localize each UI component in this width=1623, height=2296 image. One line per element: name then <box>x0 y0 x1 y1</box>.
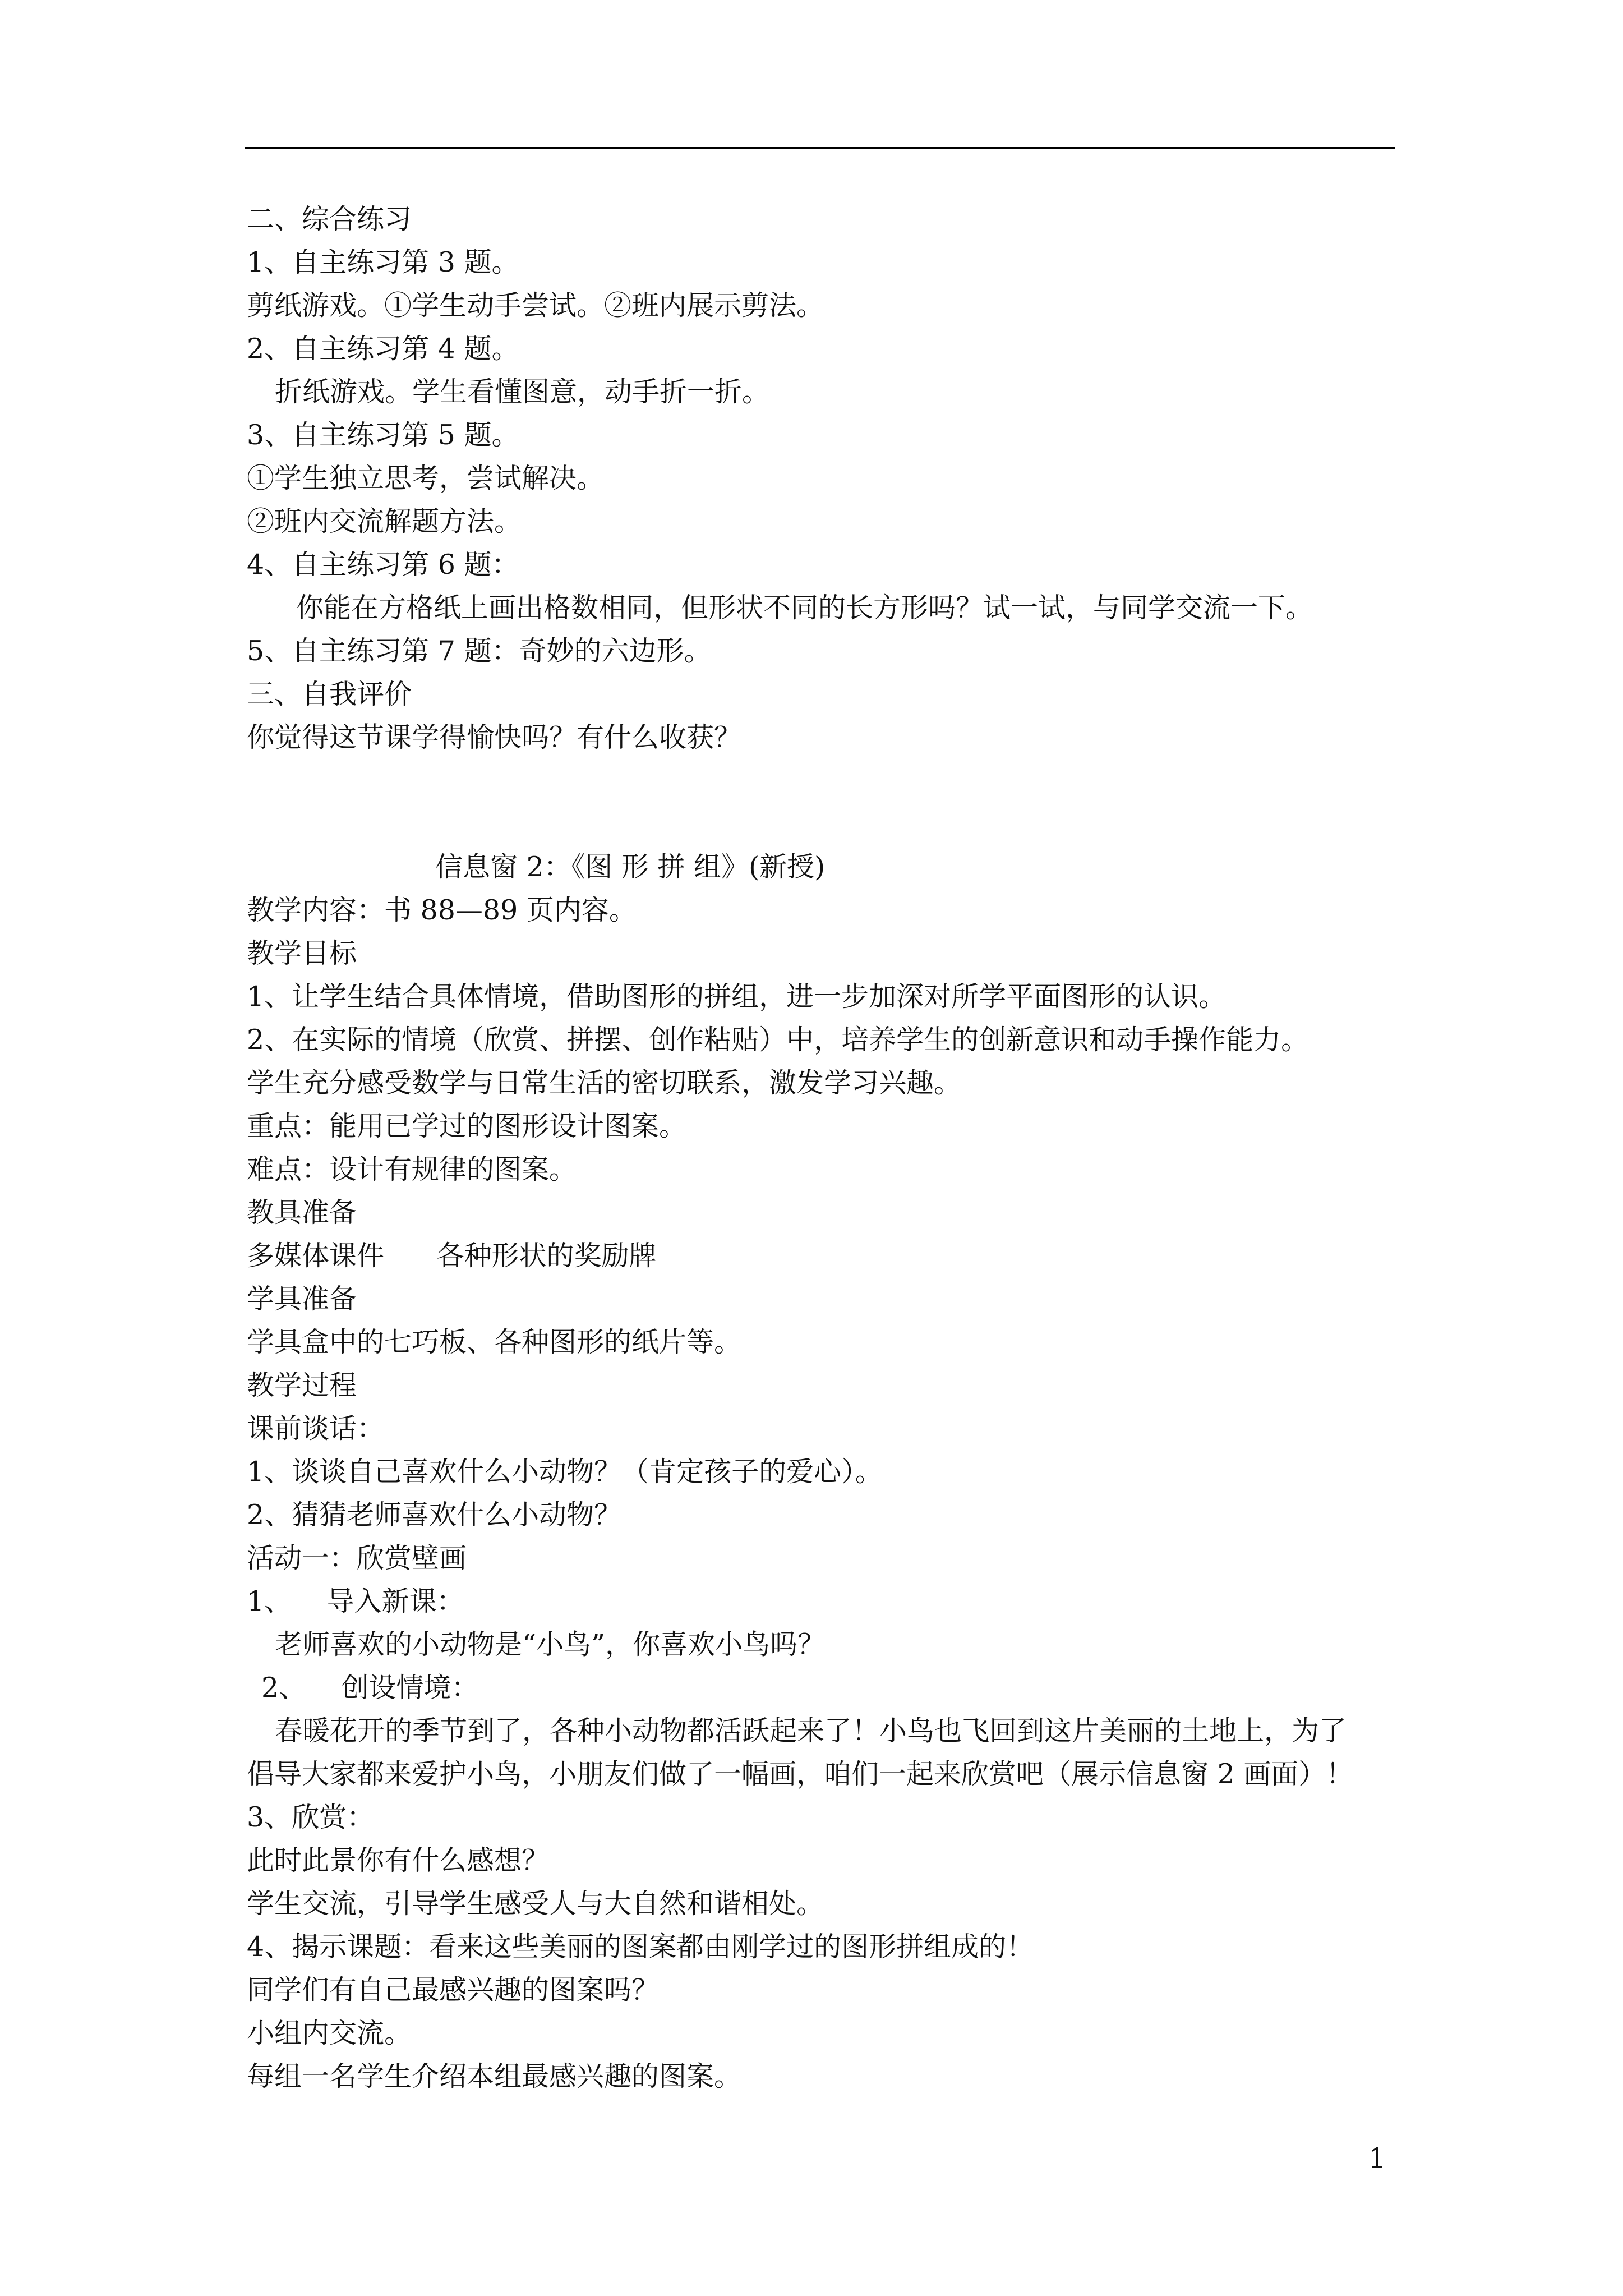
text-line: 学生交流，引导学生感受人与大自然和谐相处。 <box>247 1888 824 1920</box>
text-line: 1、谈谈自己喜欢什么小动物？（肯定孩子的爱心）。 <box>247 1456 883 1488</box>
text-line: ①学生独立思考，尝试解决。 <box>247 462 605 494</box>
text-line: 每组一名学生介绍本组最感兴趣的图案。 <box>247 2060 742 2092</box>
text-line: 你觉得这节课学得愉快吗？有什么收获？ <box>247 721 742 753</box>
text-line: 1、自主练习第 3 题。 <box>247 246 519 278</box>
section-heading-teaching-aids: 教具准备 <box>247 1197 357 1228</box>
text-line: 课前谈话： <box>247 1412 385 1444</box>
text-line: 学生充分感受数学与日常生活的密切联系，激发学习兴趣。 <box>247 1067 962 1099</box>
text-line: 3、自主练习第 5 题。 <box>247 419 519 451</box>
section-heading-student-aids: 学具准备 <box>247 1283 357 1315</box>
text-line: 春暖花开的季节到了，各种小动物都活跃起来了！小鸟也飞回到这片美丽的土地上，为了 <box>275 1715 1347 1747</box>
document-body <box>247 197 1402 2098</box>
text-line: 学具盒中的七巧板、各种图形的纸片等。 <box>247 1326 742 1358</box>
text-line: 同学们有自己最感兴趣的图案吗？ <box>247 1974 660 2006</box>
text-line: 多媒体课件 各种形状的奖励牌 <box>247 1240 657 1272</box>
text-line: 4、自主练习第 6 题： <box>247 549 519 581</box>
lesson-title: 信息窗 2：《图 形 拼 组》(新授) <box>435 851 826 883</box>
header-rule <box>245 147 1395 149</box>
section-heading-practice: 二、综合练习 <box>247 203 412 235</box>
text-line: 2、猜猜老师喜欢什么小动物？ <box>247 1499 622 1531</box>
text-line: 难点：设计有规律的图案。 <box>247 1153 577 1185</box>
text-line: 剪纸游戏。①学生动手尝试。②班内展示剪法。 <box>247 289 824 321</box>
text-line: 3、欣赏： <box>247 1801 375 1833</box>
text-line: 教学内容：书 88—89 页内容。 <box>247 894 637 926</box>
text-line: 1、 导入新课： <box>247 1585 464 1617</box>
text-line: 重点：能用已学过的图形设计图案。 <box>247 1110 687 1142</box>
spacer <box>247 759 1402 845</box>
text-line: 2、自主练习第 4 题。 <box>247 333 519 365</box>
text-line: 2、在实际的情境（欣赏、拼摆、创作粘贴）中，培养学生的创新意识和动手操作能力。 <box>247 1024 1309 1056</box>
text-line: 1、让学生结合具体情境，借助图形的拼组，进一步加深对所学平面图形的认识。 <box>247 981 1227 1013</box>
text-line: 小组内交流。 <box>247 2017 412 2049</box>
section-heading-process: 教学过程 <box>247 1369 357 1401</box>
text-line: 此时此景你有什么感想？ <box>247 1844 550 1876</box>
text-line: 折纸游戏。学生看懂图意，动手折一折。 <box>275 376 770 408</box>
text-line: 老师喜欢的小动物是“小鸟”，你喜欢小鸟吗？ <box>275 1628 826 1660</box>
text-line: 2、 创设情境： <box>261 1672 479 1704</box>
text-line: 倡导大家都来爱护小鸟，小朋友们做了一幅画，咱们一起来欣赏吧（展示信息窗 2 画面）！ <box>247 1758 1354 1790</box>
text-line: 活动一：欣赏壁画 <box>247 1542 467 1574</box>
page-number: 1 <box>1368 2142 1386 2174</box>
section-heading-self-eval: 三、自我评价 <box>247 678 412 710</box>
section-heading-goals: 教学目标 <box>247 937 357 969</box>
text-line: ②班内交流解题方法。 <box>247 505 522 537</box>
text-line: 5、自主练习第 7 题：奇妙的六边形。 <box>247 635 712 667</box>
text-line: 你能在方格纸上画出格数相同，但形状不同的长方形吗？试一试，与同学交流一下。 <box>296 592 1313 624</box>
text-line: 4、揭示课题：看来这些美丽的图案都由刚学过的图形拼组成的！ <box>247 1931 1034 1963</box>
